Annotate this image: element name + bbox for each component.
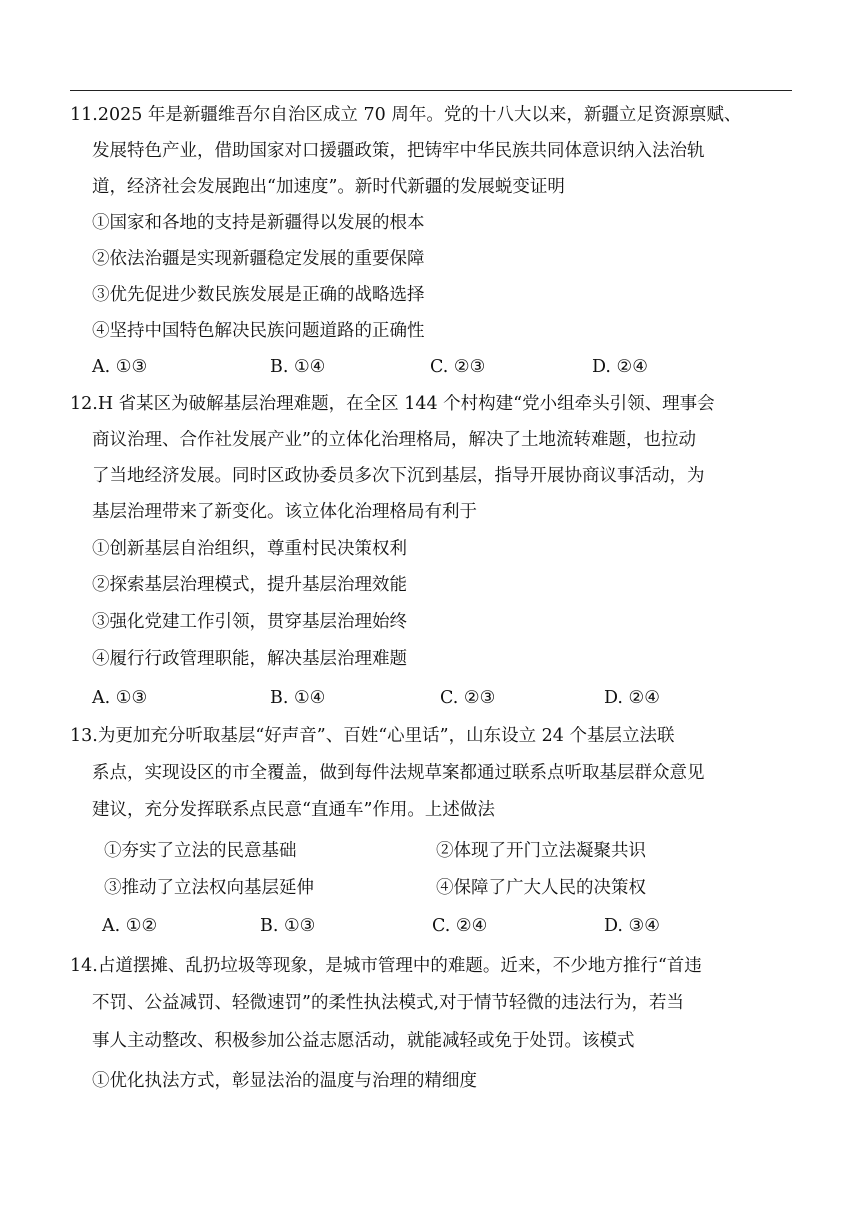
statement-option: ①国家和各地的支持是新疆得以发展的根本 (92, 213, 425, 233)
choice-d[interactable]: D. ③④ (604, 916, 660, 936)
choice-c[interactable]: C. ②③ (440, 688, 496, 708)
question-stem-line: 发展特色产业，借助国家对口援疆政策，把铸牢中华民族共同体意识纳入法治轨 (92, 141, 705, 161)
question-stem-line: 系点，实现设区的市全覆盖，做到每件法规草案都通过联系点听取基层群众意见 (92, 763, 705, 783)
statement-option: ①优化执法方式，彰显法治的温度与治理的精细度 (92, 1071, 477, 1091)
choice-b[interactable]: B. ①④ (270, 688, 326, 708)
statement-option: ②探索基层治理模式，提升基层治理效能 (92, 575, 407, 595)
statement-option: ③优先促进少数民族发展是正确的战略选择 (92, 285, 425, 305)
question-stem-line: 道，经济社会发展跑出“加速度”。新时代新疆的发展蜕变证明 (92, 177, 565, 197)
question-stem-line: 商议治理、合作社发展产业”的立体化治理格局，解决了土地流转难题，也拉动 (92, 430, 696, 450)
question-stem-line: 13.为更加充分听取基层“好声音”、百姓“心里话”，山东设立 24 个基层立法联 (70, 726, 675, 746)
choice-b[interactable]: B. ①④ (270, 357, 326, 377)
statement-option: ②体现了开门立法凝聚共识 (436, 841, 646, 861)
question-stem-line: 了当地经济发展。同时区政协委员多次下沉到基层，指导开展协商议事活动，为 (92, 466, 705, 486)
choice-c[interactable]: C. ②④ (432, 916, 488, 936)
question-stem-line: 事人主动整改、积极参加公益志愿活动，就能减轻或免于处罚。该模式 (92, 1031, 635, 1051)
choice-a[interactable]: A. ①② (102, 916, 158, 936)
statement-option: ②依法治疆是实现新疆稳定发展的重要保障 (92, 249, 425, 269)
statement-option: ④坚持中国特色解决民族问题道路的正确性 (92, 321, 425, 341)
choice-a[interactable]: A. ①③ (92, 688, 148, 708)
statement-option: ①创新基层自治组织，尊重村民决策权利 (92, 539, 407, 559)
question-stem-line: 不罚、公益减罚、轻微速罚”的柔性执法模式,对于情节轻微的违法行为，若当 (92, 993, 685, 1013)
choice-c[interactable]: C. ②③ (430, 357, 486, 377)
statement-option: ①夯实了立法的民意基础 (104, 841, 297, 861)
statement-option: ④履行行政管理职能，解决基层治理难题 (92, 649, 407, 669)
question-stem-line: 11.2025 年是新疆维吾尔自治区成立 70 周年。党的十八大以来，新疆立足资源禀赋、 (70, 105, 742, 125)
statement-option: ③强化党建工作引领，贯穿基层治理始终 (92, 612, 407, 632)
choice-d[interactable]: D. ②④ (592, 357, 648, 377)
statement-option: ④保障了广大人民的决策权 (436, 878, 646, 898)
choice-b[interactable]: B. ①③ (260, 916, 316, 936)
statement-option: ③推动了立法权向基层延伸 (104, 878, 314, 898)
choice-d[interactable]: D. ②④ (604, 688, 660, 708)
question-stem-line: 14.占道摆摊、乱扔垃圾等现象，是城市管理中的难题。近来，不少地方推行“首违 (70, 956, 702, 976)
header-rule (70, 90, 792, 91)
question-stem-line: 建议，充分发挥联系点民意“直通车”作用。上述做法 (92, 800, 495, 820)
question-stem-line: 基层治理带来了新变化。该立体化治理格局有利于 (92, 502, 477, 522)
question-stem-line: 12.H 省某区为破解基层治理难题，在全区 144 个村构建“党小组牵头引领、理事会 (70, 394, 715, 414)
choice-a[interactable]: A. ①③ (92, 357, 148, 377)
